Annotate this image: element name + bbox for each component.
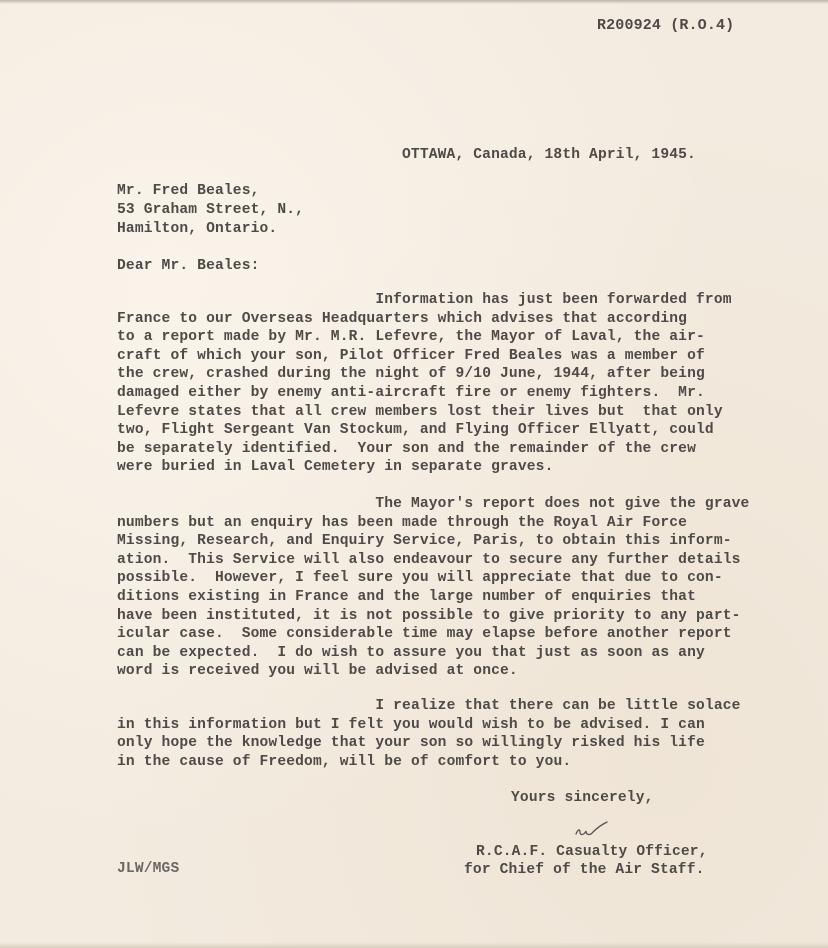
paragraph-3-line: I realize that there can be little solace — [117, 698, 741, 714]
scan-edge-shadow — [0, 0, 828, 4]
paragraph-3-line: in this information but I felt you would wish to be advised. I can — [117, 716, 705, 733]
paragraph-1-line: Lefevre states that all crew members lost their lives but that only — [117, 403, 723, 420]
paragraph-3-line: in the cause of Freedom, will be of comfort to you. — [117, 753, 572, 770]
recipient-city: Hamilton, Ontario. — [117, 221, 278, 237]
paragraph-2-line: numbers but an enquiry has been made through the Royal Air Force — [117, 514, 688, 531]
paragraph-2-line: can be expected. I do wish to assure you that just as soon as any — [117, 644, 705, 661]
paragraph-1-line: France to our Overseas Headquarters which advises that according — [117, 310, 688, 327]
paragraph-1-line: two, Flight Sergeant Van Stockum, and Flying Officer Ellyatt, could — [117, 422, 714, 438]
handwritten-initial-signature — [574, 820, 610, 838]
paragraph-1-line: be separately identified. Your son and the remainder of the crew — [117, 440, 696, 457]
reference-number: R200924 (R.O.4) — [597, 17, 735, 34]
paragraph-2-line: ditions existing in France and the large number of enquiries that — [117, 589, 696, 605]
dateline: OTTAWA, Canada, 18th April, 1945. — [402, 147, 696, 163]
signatory-for: for Chief of the Air Staff. — [464, 862, 705, 878]
paragraph-2-line: ation. This Service will also endeavour to secure any further details — [117, 551, 741, 568]
typist-initials: JLW/MGS — [117, 861, 180, 877]
paragraph-1-line: damaged either by enemy anti-aircraft fire or enemy fighters. Mr. — [117, 385, 705, 401]
signatory-title: R.C.A.F. Casualty Officer, — [476, 844, 708, 860]
paragraph-2-line: possible. However, I feel sure you will appreciate that due to con- — [117, 570, 723, 586]
salutation: Dear Mr. Beales: — [117, 258, 260, 274]
paragraph-2-line: Missing, Research, and Enquiry Service, Paris, to obtain this inform- — [117, 533, 732, 549]
paragraph-1-line: were buried in Laval Cemetery in separate graves. — [117, 459, 554, 475]
closing: Yours sincerely, — [511, 790, 654, 806]
paragraph-2-line: have been instituted, it is not possible to give priority to any part- — [117, 607, 741, 624]
recipient-name: Mr. Fred Beales, — [117, 183, 260, 199]
paragraph-2-line: word is received you will be advised at once. — [117, 663, 518, 679]
paragraph-2-line: The Mayor's report does not give the grave — [117, 496, 750, 512]
paragraph-2-line: icular case. Some considerable time may elapse before another report — [117, 626, 732, 642]
paragraph-3-line: only hope the knowledge that your son so willingly risked his life — [117, 735, 705, 751]
recipient-street: 53 Graham Street, N., — [117, 202, 305, 218]
scan-bottom-edge — [0, 942, 828, 948]
paragraph-1-line: to a report made by Mr. M.R. Lefevre, the Mayor of Laval, the air- — [117, 329, 705, 345]
paragraph-1-line: craft of which your son, Pilot Officer Fred Beales was a member of — [117, 347, 705, 364]
paragraph-1-line: the crew, crashed during the night of 9/10 June, 1944, after being — [117, 366, 705, 382]
paragraph-1-line: Information has just been forwarded from — [117, 292, 732, 308]
